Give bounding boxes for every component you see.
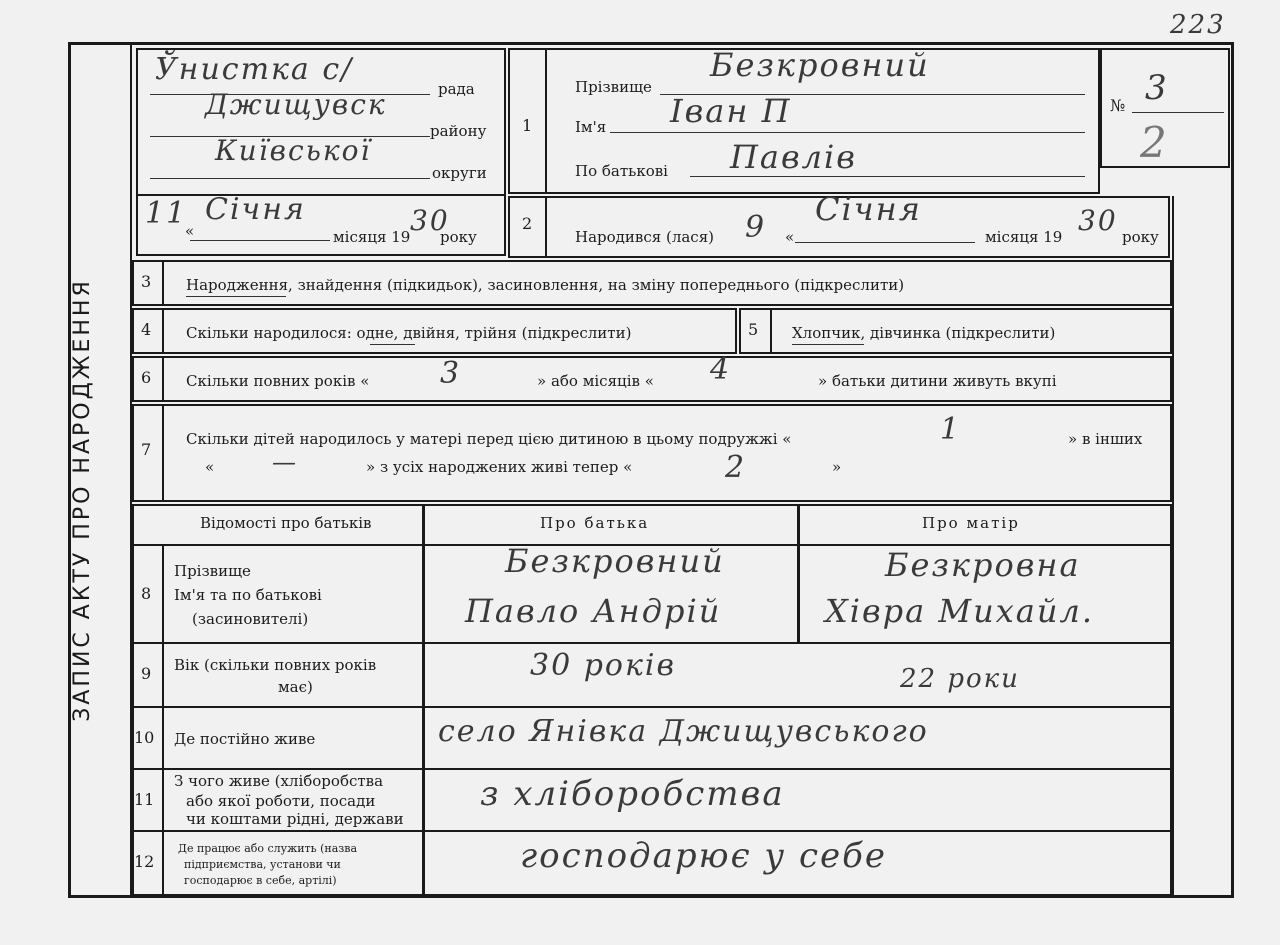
row8-number: 8	[141, 584, 152, 603]
row7-line2-close: »	[832, 458, 842, 476]
row7-line2-value: —	[272, 448, 298, 476]
row5-number: 5	[748, 320, 759, 339]
rayon-value: Джищувск	[205, 88, 387, 121]
born-year: 30	[1078, 204, 1118, 237]
rayon-label: району	[430, 122, 487, 140]
page-number: 223	[1170, 10, 1226, 40]
side-title: ЗАПИС АКТУ ПРО НАРОДЖЕННЯ	[70, 278, 95, 722]
row6-months-value: 4	[710, 352, 732, 387]
row7-line1: Скільки дітей народилось у матері перед цією дитиною в цьому подружжі «	[186, 430, 792, 448]
row9-number: 9	[141, 664, 152, 683]
okrug-value: Київської	[215, 134, 372, 167]
reg-year-label: року	[440, 228, 477, 246]
mother-age: 22 роки	[900, 664, 1020, 694]
row11-number: 11	[134, 790, 155, 809]
record-number-label: №	[1110, 96, 1126, 115]
row7-line2-open: «	[205, 458, 215, 476]
born-year-label: року	[1122, 228, 1159, 246]
row11-label-2: або якої роботи, посади	[186, 792, 376, 810]
row9-label-2: має)	[278, 678, 313, 696]
row9-label-1: Вік (скільки повних років	[174, 656, 377, 674]
born-label: Народився (лася)	[575, 228, 715, 246]
born-day: 9	[745, 210, 767, 245]
row7-line2-mid: » з усіх народжених живі тепер «	[366, 458, 633, 476]
row7-line1-value: 1	[940, 412, 962, 447]
row6-years-value: 3	[440, 356, 462, 391]
row3-number: 3	[141, 272, 152, 291]
row12-label-1: Де працює або служить (назва	[178, 842, 358, 855]
row2-number: 2	[522, 214, 533, 233]
father-age: 30 років	[530, 648, 676, 683]
row7-line1-tail: » в інших	[1068, 430, 1143, 448]
row6-months-label: » або місяців «	[537, 372, 654, 390]
record-number-value: 3	[1145, 68, 1169, 108]
row6-number: 6	[141, 368, 152, 387]
name-label: Ім'я	[575, 118, 607, 136]
occupation-value: з хліборобства	[480, 774, 785, 814]
reg-month-label: місяця 19	[333, 228, 411, 246]
record-number-value-2: 2	[1140, 118, 1169, 167]
reg-year: 30	[410, 204, 450, 237]
mother-surname: Безкровна	[885, 546, 1081, 584]
row11-label-3: чи коштами рідні, держави	[186, 810, 404, 828]
name-value: Іван П	[670, 92, 792, 130]
born-month-label: місяця 19	[985, 228, 1063, 246]
row11-label-1: З чого живе (хліборобства	[174, 772, 384, 790]
residence-value: село Янівка Джищувського	[438, 714, 929, 749]
surname-value: Безкровний	[710, 46, 930, 84]
row6-years-label: Скільки повних років «	[186, 372, 370, 390]
row8-label-3: (засиновителі)	[192, 610, 309, 628]
parents-col-info: Відомості про батьків	[200, 514, 372, 532]
born-month: Січня	[815, 190, 922, 228]
rada-value: Ўнистка с/	[155, 52, 354, 87]
row8-label-1: Прізвище	[174, 562, 251, 580]
parents-col-father: Про батька	[540, 514, 650, 532]
reg-date-day: 11	[145, 196, 188, 231]
row6-tail: » батьки дитини живуть вкупі	[818, 372, 1057, 390]
surname-label: Прізвище	[575, 78, 652, 96]
row1-number: 1	[522, 116, 533, 135]
row7-number: 7	[141, 440, 152, 459]
row10-label: Де постійно живе	[174, 730, 316, 748]
reg-date-month: Січня	[205, 192, 306, 227]
row4-text: Скільки народилося: одне, двійня, трійня (підкреслити)	[186, 324, 632, 342]
okrug-label: округи	[432, 164, 487, 182]
father-surname: Безкровний	[505, 542, 725, 580]
parents-col-mother: Про матір	[922, 514, 1020, 532]
row10-number: 10	[134, 728, 155, 747]
patronymic-label: По батькові	[575, 162, 668, 180]
row12-number: 12	[134, 852, 155, 871]
mother-name: Хівра Михайл.	[825, 592, 1095, 630]
row5-text: Хлопчик, дівчинка (підкреслити)	[792, 324, 1056, 342]
patronymic-value: Павлів	[730, 138, 857, 176]
row12-label-3: господарює в себе, артілі)	[184, 874, 337, 887]
row3-text: Народження, знайдення (підкидьок), засиновлення, на зміну попереднього (підкреслити)	[186, 276, 905, 294]
row7-line2-value2: 2	[725, 450, 747, 485]
father-name: Павло Андрій	[465, 592, 722, 630]
row8-label-2: Ім'я та по батькові	[174, 586, 322, 604]
rada-label: рада	[438, 80, 475, 98]
workplace-value: господарює у себе	[520, 836, 887, 876]
row4-number: 4	[141, 320, 152, 339]
row12-label-2: підприємства, установи чи	[184, 858, 341, 871]
